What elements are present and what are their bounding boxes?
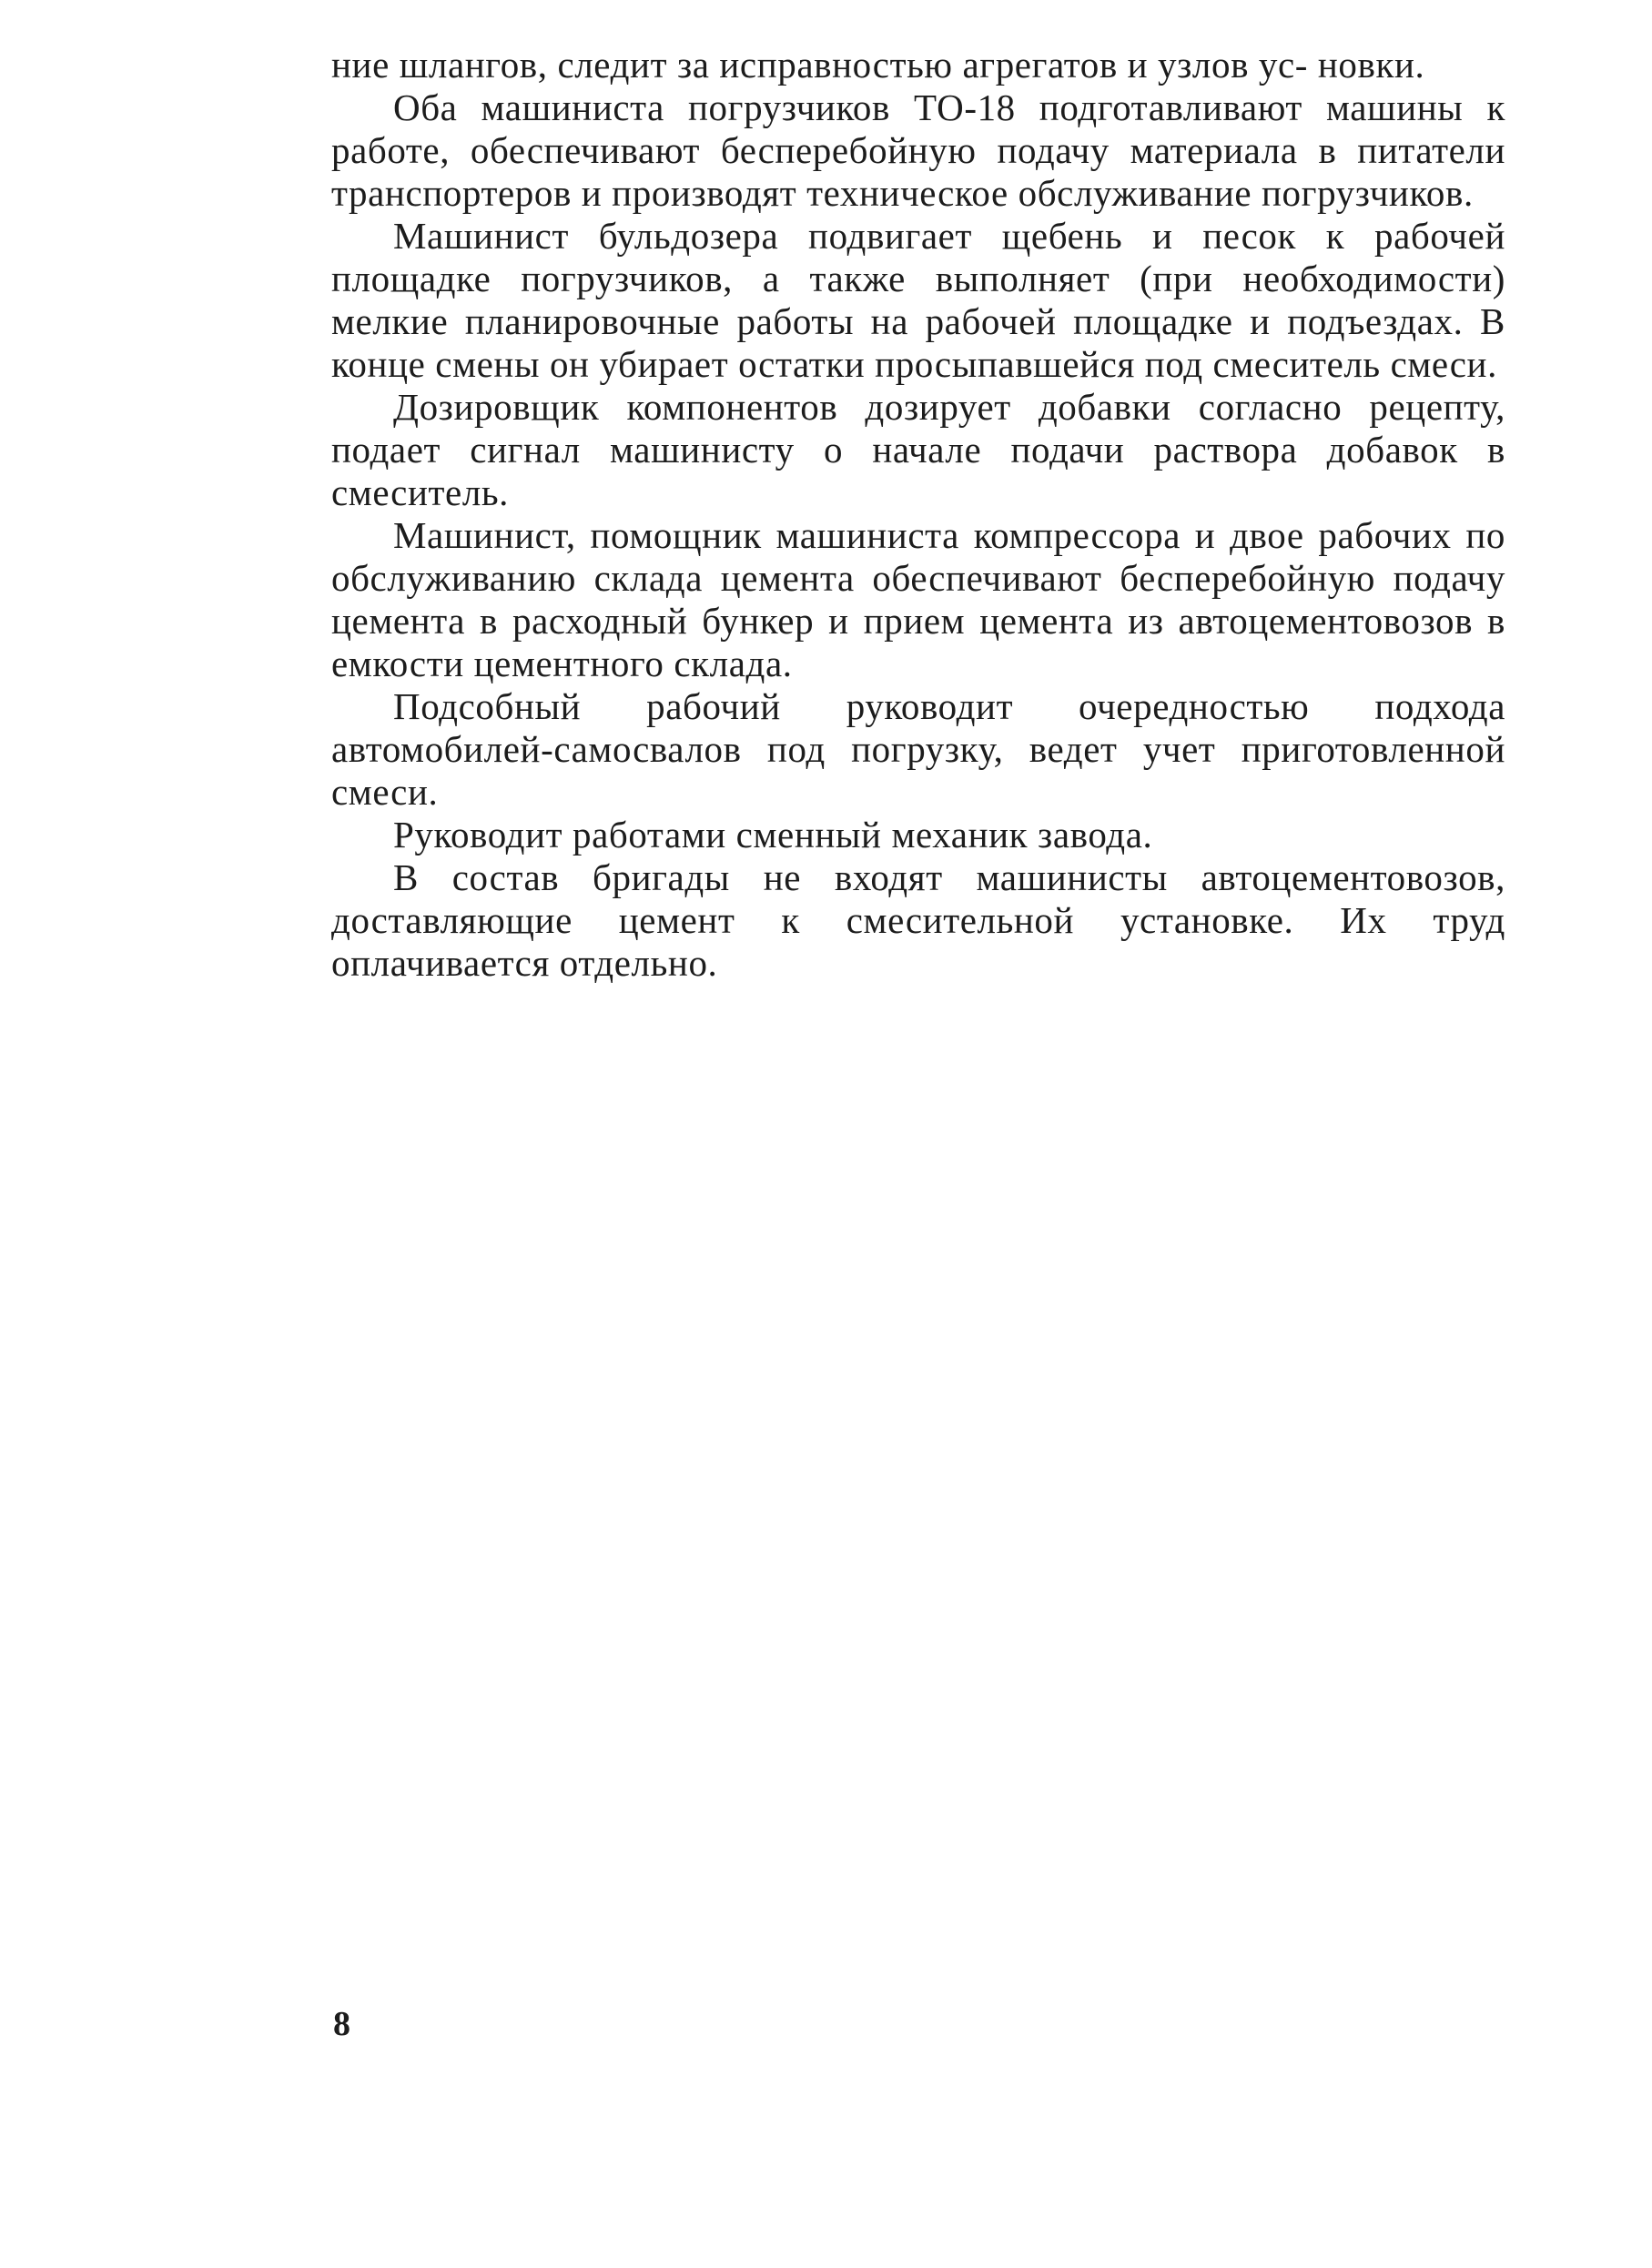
paragraph-shift-mechanic: Руководит работами сменный механик завода. (393, 814, 1153, 856)
paragraph-loader-operators: Оба машиниста погрузчиков ТО-18 подготавливают машины к работе, обеспечивают бесперебойную подачу материала в питатели транспортеров и производят техническое обслуживание погрузчиков. (331, 86, 1505, 214)
paragraph-bulldozer-operator: Машинист бульдозера подвигает щебень и песок к рабочей площадке погрузчиков, а также выполняет (при необходимости) мелкие планировочные работы на рабочей площадке и подъездах. В конце смены он убирает остатки просыпавшейся под смеситель смеси. (331, 215, 1505, 385)
paragraph-compressor-operators: Машинист, помощник машиниста компрессора и двое рабочих по обслуживанию склада цемента обеспечивают бесперебойную подачу цемента в расходный бункер и прием цемента из автоцементовозов в емкости цементного склада. (331, 514, 1505, 684)
paragraph-component-dispenser: Дозировщик компонентов дозирует добавки согласно рецепту, подает сигнал машинисту о начале подачи раствора добавок в смеситель. (331, 386, 1505, 513)
paragraph-continuation: ние шлангов, следит за исправностью агрегатов и узлов ус- новки. (331, 44, 1425, 86)
paragraph-auxiliary-worker: Подсобный рабочий руководит очередностью подхода автомобилей-самосвалов под погрузку, ведет учет приготовленной смеси. (331, 685, 1505, 813)
body-text (331, 44, 1505, 985)
paragraph-cement-truck-drivers: В состав бригады не входят машинисты автоцементовозов, доставляющие цемент к смесительной установке. Их труд оплачивается отдельно. (331, 856, 1505, 984)
page-number: 8 (333, 2005, 350, 2043)
